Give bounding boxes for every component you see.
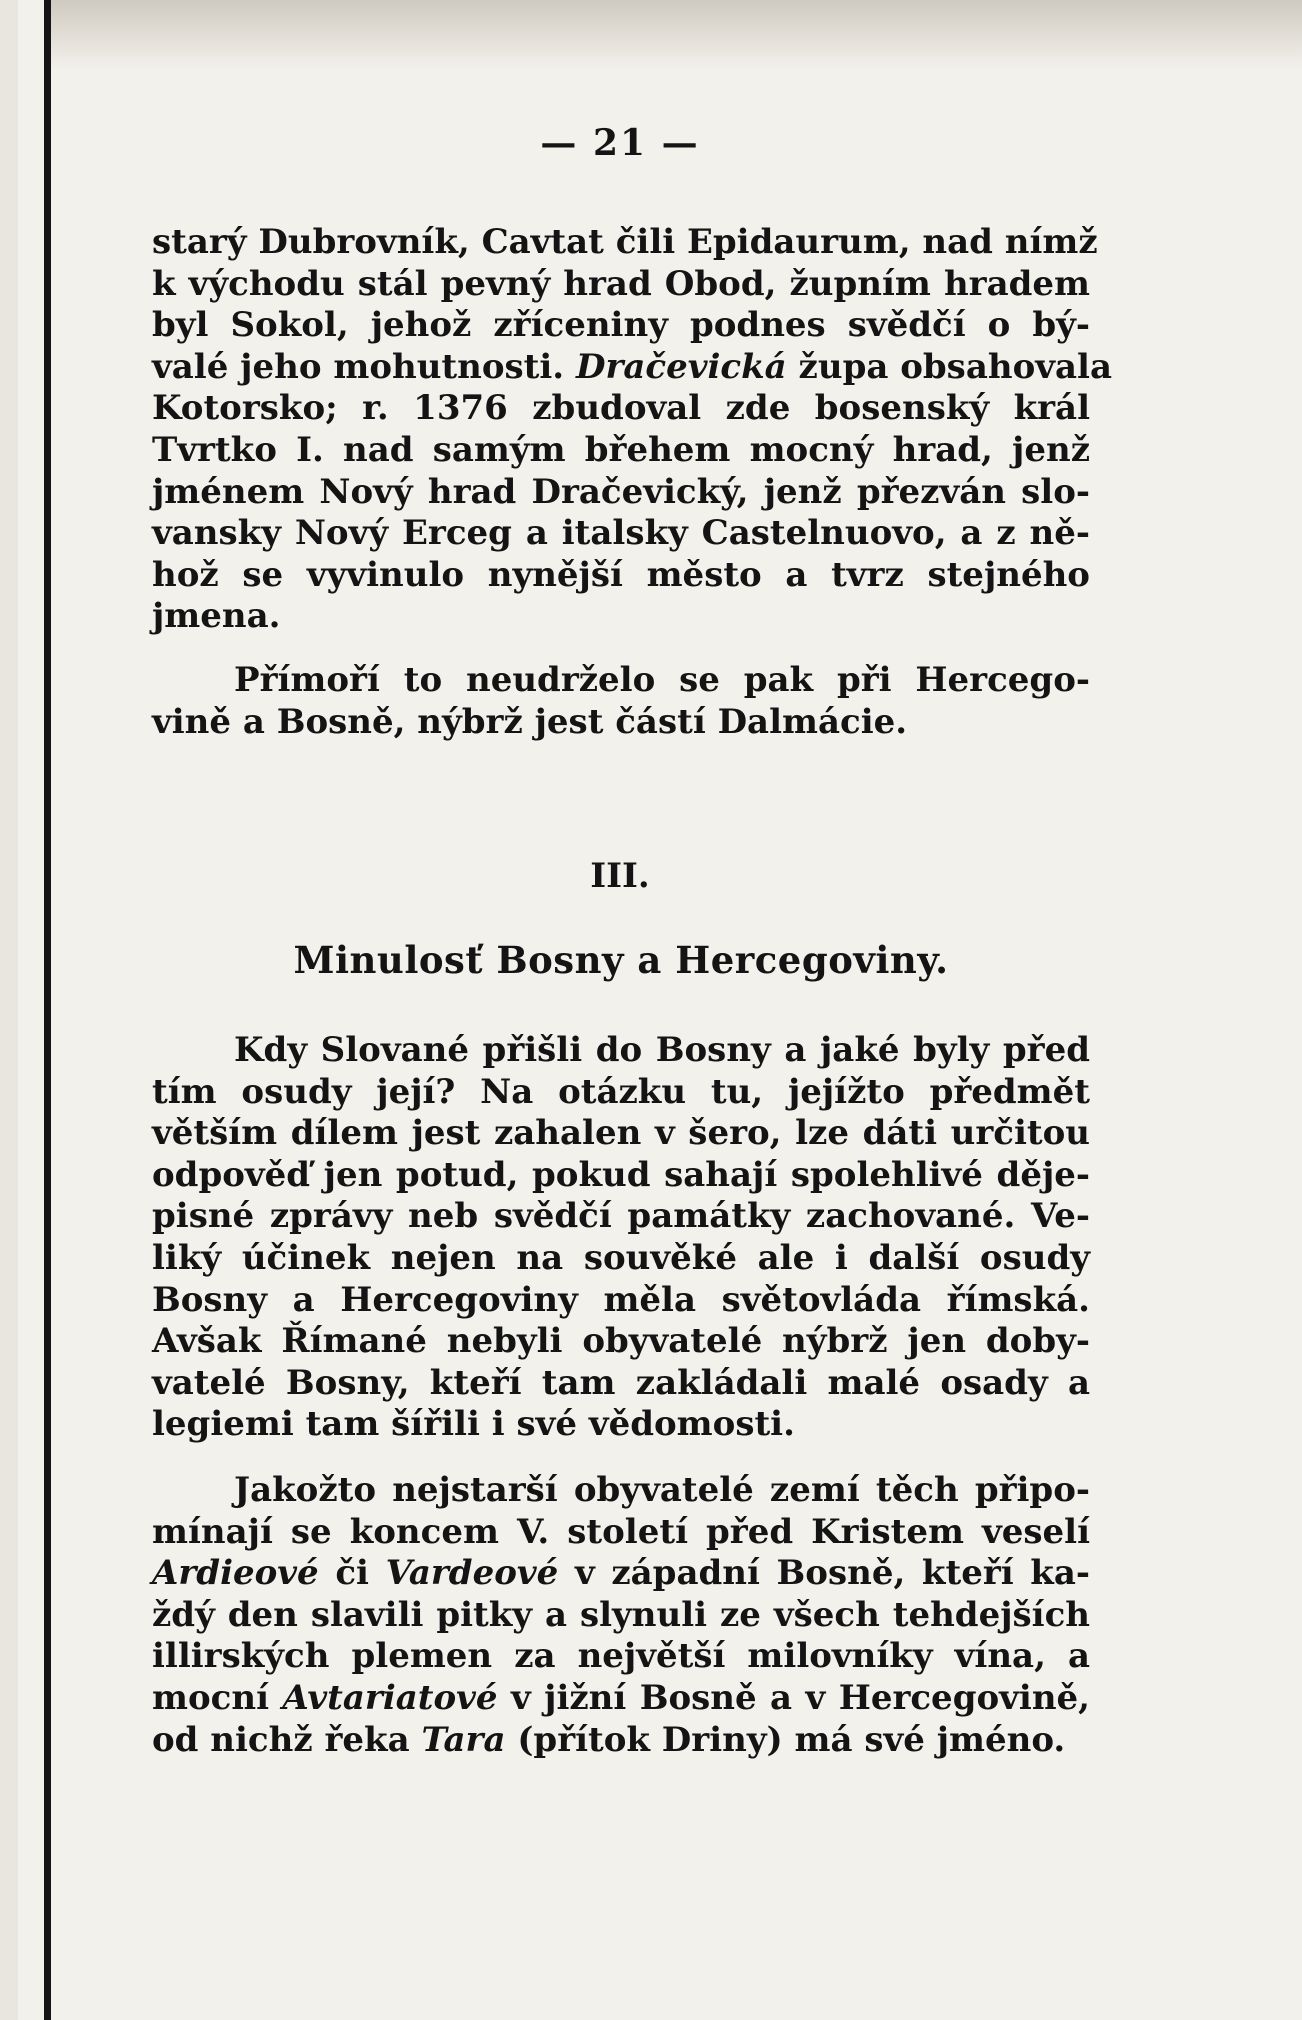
text-line: jménem Nový hrad Dračevický, jenž přezván slo- bbox=[152, 471, 1090, 512]
text-line bbox=[152, 346, 1112, 389]
text-segment: valé jeho mohutnosti. bbox=[152, 346, 576, 387]
text-line: Kdy Slované přišli do Bosny a jaké byly před bbox=[234, 1030, 1090, 1070]
paragraph-2 bbox=[152, 660, 1090, 743]
text-line: pisné zprávy neb svědčí památky zachované. Ve- bbox=[152, 1196, 1090, 1237]
text-line: mínají se koncem V. století před Kristem veselí bbox=[152, 1511, 1090, 1552]
text-line: byl Sokol, jehož zříceniny podnes svědčí o bý- bbox=[152, 305, 1090, 346]
italic-term: Avtariatové bbox=[282, 1677, 498, 1718]
italic-term: Vardeové bbox=[385, 1553, 559, 1594]
text-segment: mocní bbox=[152, 1677, 283, 1718]
text-segment: v západní Bosně, kteří ka- bbox=[558, 1553, 1090, 1594]
text-line: vině a Bosně, nýbrž jest částí Dalmácie. bbox=[152, 701, 908, 742]
text-line: větším dílem jest zahalen v šero, lze dáti určitou bbox=[152, 1113, 1090, 1154]
text-line bbox=[152, 1678, 1090, 1720]
text-line: odpověď jen potud, pokud sahají spolehlivé děje- bbox=[152, 1154, 1090, 1195]
section-title: Minulosť Bosny a Hercegoviny. bbox=[293, 938, 949, 982]
text-line: Tvrtko I. nad samým břehem mocný hrad, jenž bbox=[152, 429, 1090, 470]
binding-edge-line bbox=[44, 0, 51, 2020]
italic-term: Tara bbox=[421, 1719, 506, 1760]
text-line: illirských plemen za největší milovníky vína, a bbox=[152, 1636, 1090, 1677]
text-segment: v jižní Bosně a v Hercegovině, bbox=[497, 1677, 1091, 1718]
text-line: ždý den slavili pitky a slynuli ze všech tehdejších bbox=[152, 1594, 1090, 1635]
text-line: Jakožto nejstarší obyvatelé zemí těch připo- bbox=[234, 1470, 1090, 1510]
paragraph-3 bbox=[152, 1030, 1090, 1446]
paragraph-1 bbox=[152, 222, 1112, 638]
text-segment: či bbox=[318, 1553, 386, 1594]
text-line: Kotorsko; r. 1376 zbudoval zde bosenský král bbox=[152, 388, 1090, 429]
text-line: starý Dubrovník, Cavtat čili Epidaurum, nad nímž bbox=[152, 222, 1098, 262]
italic-term: Ardieové bbox=[152, 1553, 319, 1594]
text-line: tím osudy její? Na otázku tu, jejížto předmět bbox=[152, 1071, 1090, 1112]
page-number: — 21 — bbox=[540, 122, 700, 164]
text-line: liký účinek nejen na souvěké ale i další osudy bbox=[152, 1237, 1090, 1278]
text-line: hož se vyvinulo nynější město a tvrz stejného bbox=[152, 554, 1090, 595]
text-line: vatelé Bosny, kteří tam zakládali malé osady a bbox=[152, 1362, 1090, 1403]
text-line: k východu stál pevný hrad Obod, župním hradem bbox=[152, 263, 1090, 304]
page-left-margin bbox=[0, 0, 18, 2020]
text-line: legiemi tam šířili i své vědomosti. bbox=[152, 1404, 795, 1445]
text-segment: od nichž řeka bbox=[152, 1719, 422, 1760]
text-line: Bosny a Hercegoviny měla světovláda římská. bbox=[152, 1279, 1090, 1320]
italic-term: Dračevická bbox=[575, 346, 787, 387]
text-segment: župa obsahovala bbox=[786, 346, 1112, 387]
text-line bbox=[152, 1553, 1090, 1595]
text-line bbox=[152, 1720, 1090, 1762]
text-line: Avšak Římané nebyli obyvatelé nýbrž jen doby- bbox=[152, 1321, 1090, 1362]
text-segment: (přítok Driny) má své jméno. bbox=[505, 1719, 1066, 1760]
text-line: Přímoří to neudrželo se pak při Hercego- bbox=[234, 660, 1090, 700]
text-line: jmena. bbox=[152, 596, 281, 637]
scan-top-shadow bbox=[51, 0, 1302, 70]
paragraph-4 bbox=[152, 1470, 1090, 1761]
section-number: III. bbox=[590, 856, 650, 896]
text-line: vansky Nový Erceg a italsky Castelnuovo, a z ně- bbox=[152, 513, 1090, 554]
